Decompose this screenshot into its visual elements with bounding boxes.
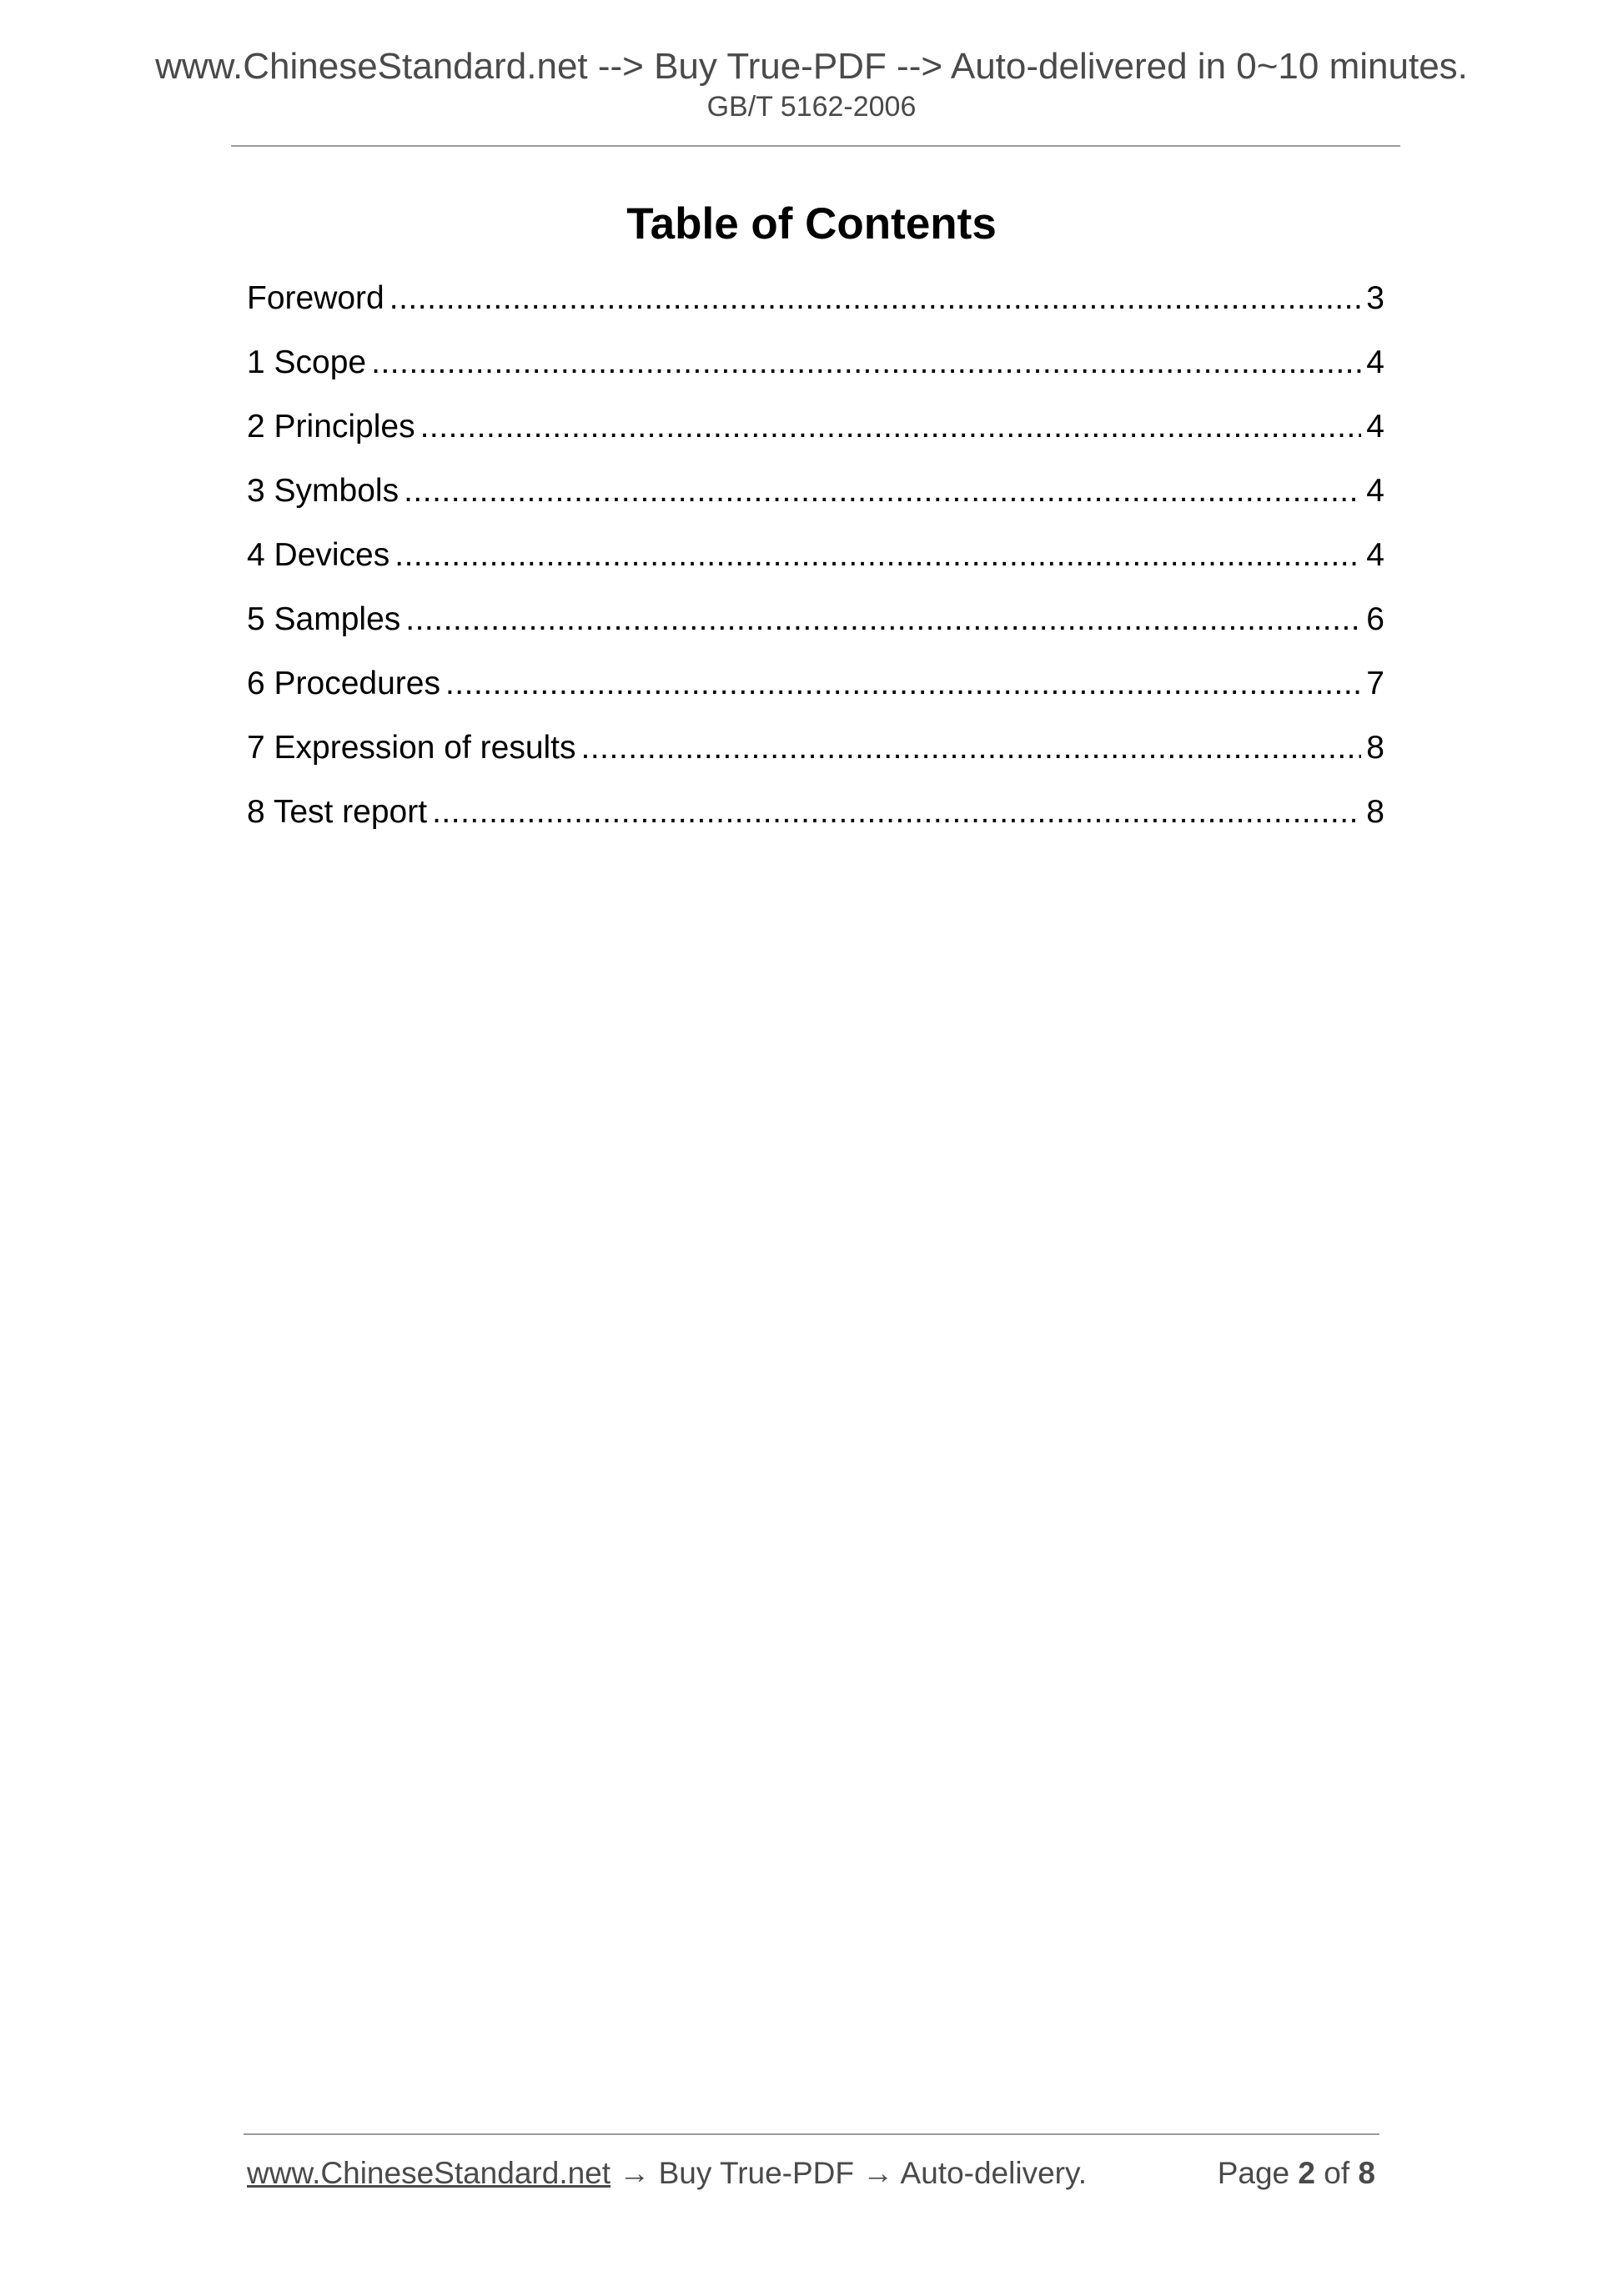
arrow-right-icon: → — [862, 2156, 894, 2190]
arrow-right-icon: → — [619, 2156, 651, 2190]
toc-leader-dots — [405, 593, 1361, 646]
toc-entry-devices[interactable] — [247, 529, 1384, 593]
toc-leader-dots — [420, 400, 1362, 454]
page-of-label: of — [1324, 2156, 1350, 2190]
toc-entry-page: 6 — [1366, 601, 1384, 637]
page-current: 2 — [1298, 2156, 1315, 2190]
page-indicator — [1218, 2153, 1375, 2193]
toc-leader-dots — [432, 786, 1361, 839]
toc-entry-page: 7 — [1366, 666, 1384, 701]
toc-leader-dots — [445, 657, 1361, 711]
toc-leader-dots — [394, 529, 1361, 582]
toc-list — [247, 272, 1384, 850]
footer-divider — [244, 2133, 1379, 2135]
toc-entry-test-report[interactable] — [247, 786, 1384, 850]
toc-entry-page: 3 — [1366, 280, 1384, 316]
document-number: GB/T 5162-2006 — [706, 91, 917, 123]
toc-leader-dots — [404, 465, 1361, 518]
footer-promo — [247, 2153, 1087, 2193]
toc-leader-dots — [389, 272, 1362, 325]
toc-leader-dots — [371, 336, 1361, 389]
toc-entry-page: 4 — [1366, 473, 1384, 509]
toc-entry-page: 8 — [1366, 794, 1384, 830]
toc-entry-label: 8 Test report — [247, 786, 427, 839]
toc-entry-scope[interactable] — [247, 336, 1384, 400]
footer-delivery-text: Auto-delivery. — [900, 2156, 1088, 2190]
footer-buy-text: Buy True-PDF — [658, 2156, 855, 2190]
toc-entry-foreword[interactable] — [247, 272, 1384, 336]
toc-title: Table of Contents — [626, 199, 997, 249]
page-total: 8 — [1358, 2156, 1375, 2190]
footer-site-link[interactable]: www.ChineseStandard.net — [247, 2156, 611, 2190]
toc-entry-label: 3 Symbols — [247, 465, 399, 518]
toc-entry-page: 4 — [1366, 537, 1384, 573]
toc-entry-page: 8 — [1366, 730, 1384, 766]
toc-entry-label: 2 Principles — [247, 400, 415, 454]
header-banner: www.ChineseStandard.net --> Buy True-PDF --> Auto-delivered in 0~10 minutes. — [155, 46, 1468, 87]
toc-entry-procedures[interactable] — [247, 657, 1384, 721]
page-label: Page — [1217, 2156, 1290, 2190]
toc-entry-label: 1 Scope — [247, 336, 366, 389]
toc-leader-dots — [581, 721, 1362, 775]
toc-entry-page: 4 — [1366, 344, 1384, 380]
toc-entry-label: 4 Devices — [247, 529, 389, 582]
toc-entry-label: 7 Expression of results — [247, 721, 576, 775]
toc-entry-label: 5 Samples — [247, 593, 400, 646]
toc-entry-label: Foreword — [247, 272, 384, 325]
toc-entry-expression-of-results[interactable] — [247, 721, 1384, 786]
toc-entry-principles[interactable] — [247, 400, 1384, 465]
toc-entry-symbols[interactable] — [247, 465, 1384, 529]
toc-entry-label: 6 Procedures — [247, 657, 440, 711]
toc-entry-samples[interactable] — [247, 593, 1384, 657]
header-divider — [231, 145, 1400, 147]
toc-entry-page: 4 — [1366, 409, 1384, 445]
